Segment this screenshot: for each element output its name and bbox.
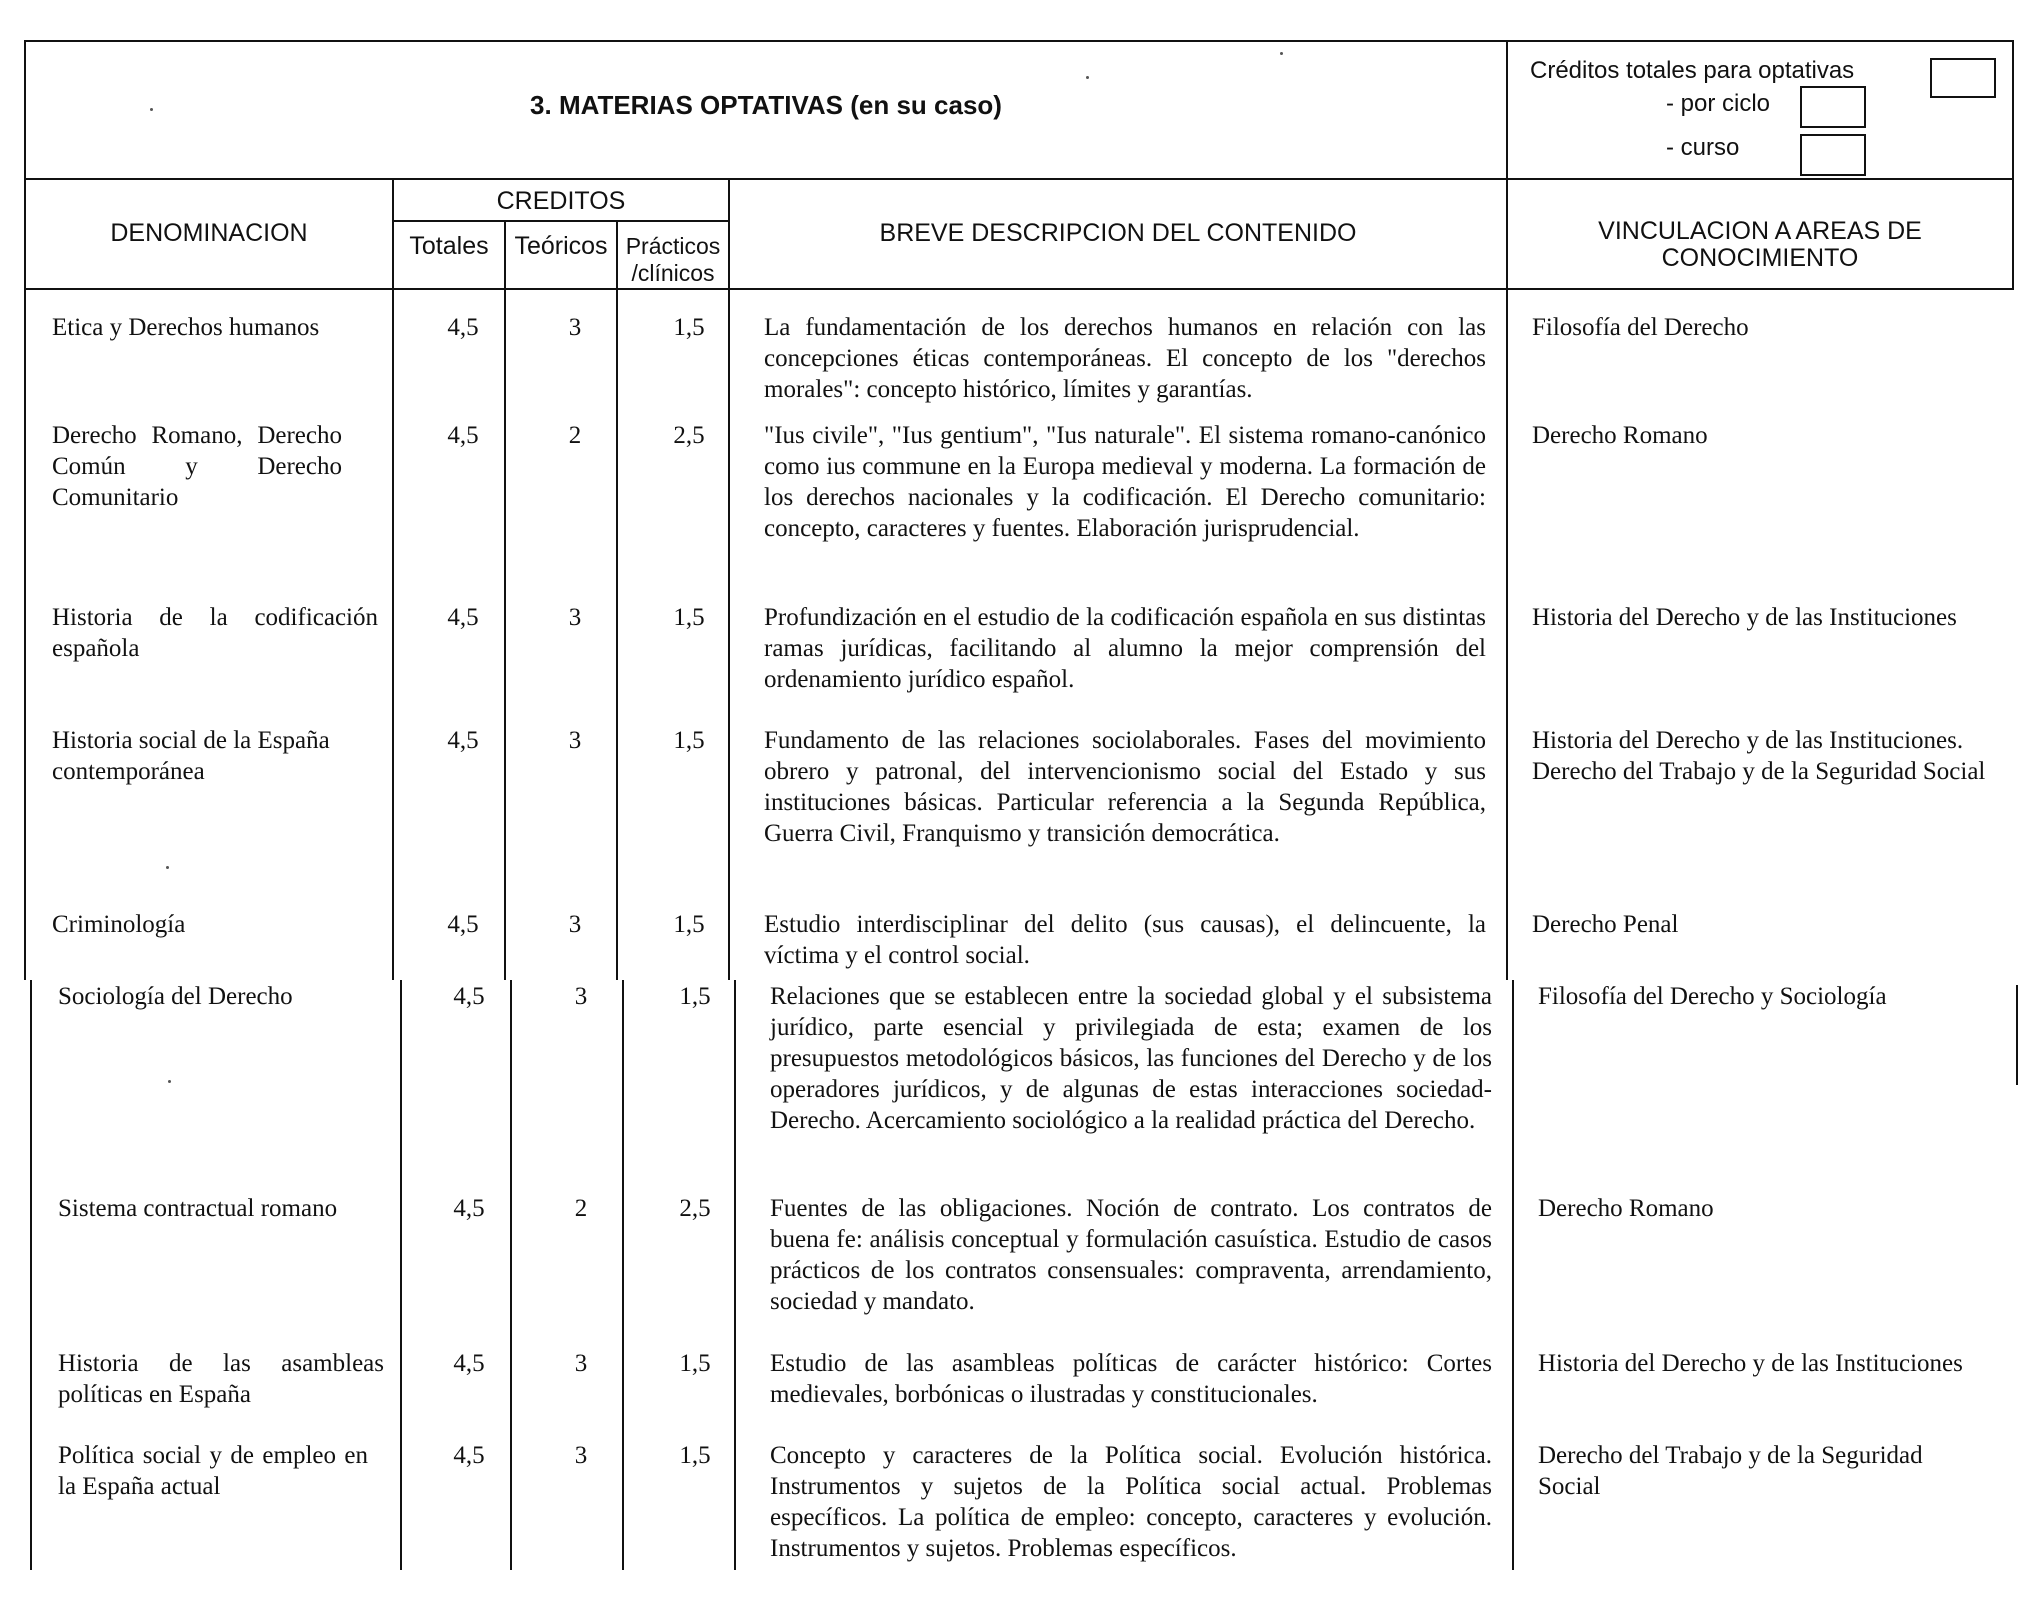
col-sep-teoricos [616, 220, 618, 980]
table-row-8-teoricos: 3 [574, 1350, 588, 1377]
table-row-9-area: Derecho del Trabajo y de la Seguridad Social [1538, 1442, 1923, 1500]
col-header-denominacion: DENOMINACION [110, 219, 308, 247]
col-header-teoricos: Teóricos [514, 232, 608, 260]
table-row-5-area: Derecho Penal [1532, 911, 1679, 938]
col-sep-teoricos-lower [622, 980, 624, 1570]
table-row-2-practicos: 2,5 [673, 422, 705, 449]
table-row-7-totales: 4,5 [453, 1195, 485, 1222]
creditos-divider [392, 220, 728, 222]
credits-total-box[interactable] [1930, 58, 1996, 98]
table-row-1-practicos: 1,5 [673, 314, 705, 341]
table-row-4-practicos: 1,5 [673, 727, 705, 754]
table-row-5-practicos: 1,5 [673, 911, 705, 938]
table-row-5-totales: 4,5 [447, 911, 479, 938]
table-row-8-totales: 4,5 [453, 1350, 485, 1377]
table-row-3-description: Profundización en el estudio de la codificación española en sus distintas ramas jurídicas, facilitando al alumno la mejor comprensión del ordenamiento jurídico español. [764, 604, 1486, 693]
col-header-creditos: CREDITOS [496, 187, 626, 215]
col-sep-descripcion [1506, 40, 1508, 980]
col-sep-totales-lower [510, 980, 512, 1570]
col-header-vinculacion-line2: CONOCIMIENTO [1661, 244, 1859, 272]
scan-speck [1280, 52, 1283, 55]
col-header-practicos-line1: Prácticos [625, 233, 721, 259]
table-row-9-practicos: 1,5 [679, 1442, 711, 1469]
col-sep-practicos-lower [734, 980, 736, 1570]
frame-left-border-upper [24, 40, 26, 980]
table-row-6-area: Filosofía del Derecho y Sociología [1538, 983, 1887, 1010]
table-row-5-description: Estudio interdisciplinar del delito (sus causas), el delincuente, la víctima y el control social. [764, 911, 1486, 969]
table-row-6-description: Relaciones que se establecen entre la sociedad global y el subsistema jurídico, parte esencial y privilegiada de esta; examen de los presupuestos metodológicos básicos, las funciones del Derecho y de los operadores jurídicos, y de algunas de estas interacciones sociedad-Derecho. Acercamiento sociológico a la realidad práctica del Derecho. [770, 983, 1492, 1134]
scan-speck [150, 108, 153, 111]
table-row-2-area: Derecho Romano [1532, 422, 1708, 449]
table-row-7-teoricos: 2 [574, 1195, 588, 1222]
table-row-4-description: Fundamento de las relaciones sociolaborales. Fases del movimiento obrero y patronal, del intervencionismo social del Estado y sus instituciones básicas. Particular referencia a la Segunda República, Guerra Civil, Franquismo y transición democrática. [764, 727, 1486, 847]
col-sep-descripcion-lower [1512, 980, 1514, 1570]
table-row-3-practicos: 1,5 [673, 604, 705, 631]
credits-total-label: Créditos totales para optativas [1530, 57, 1855, 84]
per-course-label: - curso [1666, 134, 1740, 161]
table-row-7-practicos: 2,5 [679, 1195, 711, 1222]
table-row-6-teoricos: 3 [574, 983, 588, 1010]
col-sep-denominacion [392, 180, 394, 980]
table-row-5-name: Criminología [52, 911, 186, 938]
col-header-descripcion: BREVE DESCRIPCION DEL CONTENIDO [879, 219, 1357, 247]
page-title: 3. MATERIAS OPTATIVAS (en su caso) [530, 90, 1002, 120]
scan-speck [166, 866, 169, 869]
table-row-6-totales: 4,5 [453, 983, 485, 1010]
table-row-3-totales: 4,5 [447, 604, 479, 631]
scan-speck [168, 1080, 171, 1083]
table-row-4-area: Historia del Derecho y de las Instituciones. Derecho del Trabajo y de la Seguridad Social [1532, 727, 1986, 785]
frame-top-border [24, 40, 2014, 42]
col-header-totales: Totales [409, 232, 489, 260]
per-course-box[interactable] [1800, 134, 1866, 176]
table-row-9-teoricos: 3 [574, 1442, 588, 1469]
table-row-4-teoricos: 3 [568, 727, 582, 754]
table-row-7-name: Sistema contractual romano [58, 1195, 338, 1222]
table-row-1-totales: 4,5 [447, 314, 479, 341]
col-sep-totales [504, 220, 506, 980]
col-sep-practicos [728, 180, 730, 980]
table-row-2-description: "Ius civile", "Ius gentium", "Ius naturale". El sistema romano-canónico como ius commune en la Europa medieval y moderna. La formación de los derechos nacionales y la codificación. El Derecho comunitario: concepto, caracteres y fuentes. Elaboración jurisprudencial. [764, 422, 1486, 542]
table-row-1-name: Etica y Derechos humanos [52, 314, 320, 341]
table-row-2-totales: 4,5 [447, 422, 479, 449]
frame-right-border-lower [2016, 985, 2018, 1085]
per-cycle-label: - por ciclo [1666, 90, 1771, 117]
col-sep-denominacion-lower [400, 980, 402, 1570]
col-header-practicos [618, 233, 728, 287]
table-row-4-name: Historia social de la España contemporánea [52, 727, 330, 785]
frame-right-border-upper [2012, 40, 2014, 290]
table-row-6-practicos: 1,5 [679, 983, 711, 1010]
table-row-8-name: Historia de las asambleas políticas en España [58, 1350, 384, 1408]
table-row-6-name: Sociología del Derecho [58, 983, 293, 1010]
table-row-8-description: Estudio de las asambleas políticas de carácter histórico: Cortes medievales, borbónicas o ilustradas y constitucionales. [770, 1350, 1492, 1408]
table-row-9-description: Concepto y caracteres de la Política social. Evolución histórica. Instrumentos y sujetos de la Política social actual. Problemas específicos. La política de empleo: concepto, caracteres y evolución. Instrumentos y sujetos. Problemas específicos. [770, 1442, 1492, 1562]
table-row-1-teoricos: 3 [568, 314, 582, 341]
header-divider [24, 178, 2014, 180]
col-header-vinculacion-line1: VINCULACION A AREAS DE [1598, 217, 1922, 245]
table-row-9-totales: 4,5 [453, 1442, 485, 1469]
frame-left-border-lower [30, 980, 32, 1570]
table-row-9-name: Política social y de empleo en la España actual [58, 1442, 368, 1500]
per-cycle-box[interactable] [1800, 86, 1866, 128]
table-row-3-area: Historia del Derecho y de las Instituciones [1532, 604, 1957, 631]
table-row-2-teoricos: 2 [568, 422, 582, 449]
col-header-vinculacion [1508, 218, 2012, 272]
table-row-8-area: Historia del Derecho y de las Instituciones [1538, 1350, 1963, 1377]
col-header-practicos-line2: /clínicos [631, 260, 715, 286]
table-row-5-teoricos: 3 [568, 911, 582, 938]
scan-speck [1086, 76, 1089, 79]
table-row-7-description: Fuentes de las obligaciones. Noción de contrato. Los contratos de buena fe: análisis conceptual y formulación casuística. Estudio de casos prácticos de los contratos consensuales: compraventa, arrendamiento, sociedad y mandato. [770, 1195, 1492, 1315]
table-row-2-name: Derecho Romano, Derecho Común y Derecho Comunitario [52, 422, 342, 511]
table-row-7-area: Derecho Romano [1538, 1195, 1714, 1222]
columns-header-bottom [24, 288, 2014, 290]
table-row-1-area: Filosofía del Derecho [1532, 314, 1749, 341]
table-row-3-teoricos: 3 [568, 604, 582, 631]
table-row-3-name: Historia de la codificación española [52, 604, 378, 662]
table-row-4-totales: 4,5 [447, 727, 479, 754]
table-row-8-practicos: 1,5 [679, 1350, 711, 1377]
table-row-1-description: La fundamentación de los derechos humanos en relación con las concepciones éticas contemporáneas. El concepto de los "derechos morales": concepto histórico, límites y garantías. [764, 314, 1486, 403]
